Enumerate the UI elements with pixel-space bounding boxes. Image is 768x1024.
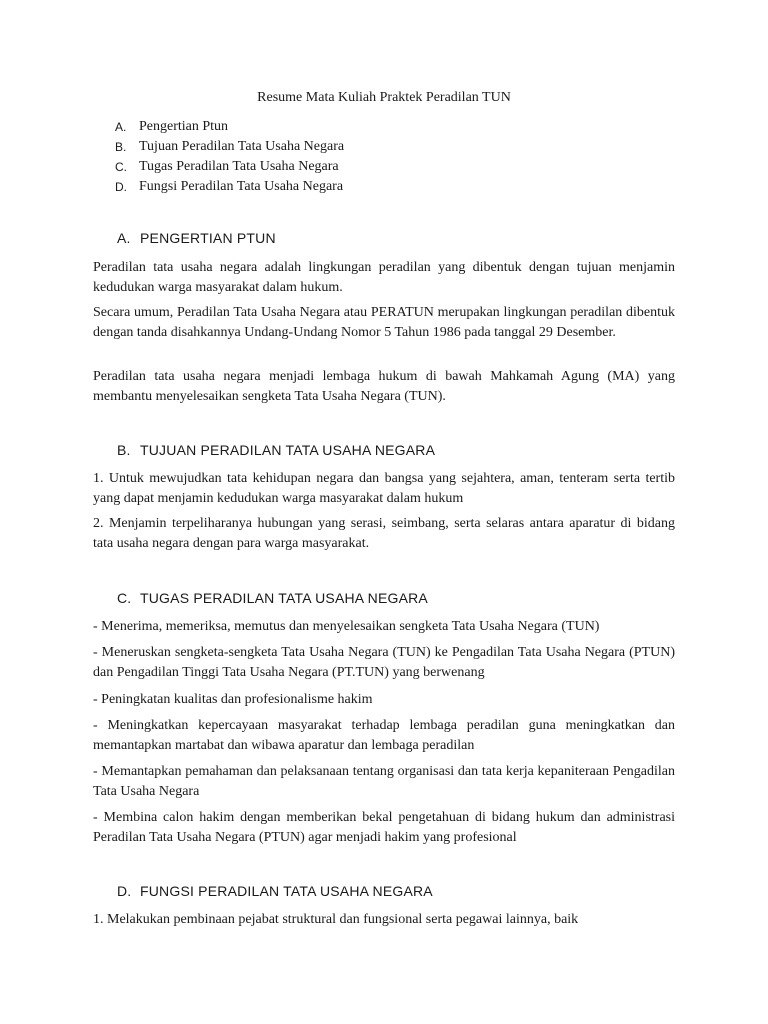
toc-item-d (115, 177, 344, 197)
paragraph: Peradilan tata usaha negara adalah lingkungan peradilan yang dibentuk dengan tujuan menjamin kedudukan warga masyarakat dalam hukum. (93, 260, 675, 295)
paragraph: - Meningkatkan kepercayaan masyarakat terhadap lembaga peradilan guna meningkatkan dan memantapkan martabat dan wibawa aparatur dan lembaga peradilan (93, 718, 675, 753)
section-letter: A. (117, 230, 131, 246)
toc-item-a (115, 117, 344, 137)
section-letter: C. (117, 590, 132, 606)
toc-text: Pengertian Ptun (139, 119, 229, 134)
paragraph: 1. Melakukan pembinaan pejabat struktural dan fungsional serta pegawai lainnya, baik (93, 912, 579, 927)
table-of-contents (115, 117, 344, 197)
section-heading-text: PENGERTIAN PTUN (140, 230, 276, 246)
document-title: Resume Mata Kuliah Praktek Peradilan TUN (257, 90, 511, 105)
document-page (93, 0, 675, 1024)
paragraph: Peradilan tata usaha negara menjadi lembaga hukum di bawah Mahkamah Agung (MA) yang membantu menyelesaikan sengketa Tata Usaha Negara (TUN). (93, 369, 675, 404)
toc-letter: C. (115, 160, 127, 174)
paragraph: - Membina calon hakim dengan memberikan bekal pengetahuan di bidang hukum dan administrasi Peradilan Tata Usaha Negara (PTUN) agar menjadi hakim yang profesional (93, 810, 675, 845)
section-heading-b (117, 441, 435, 459)
toc-text: Tujuan Peradilan Tata Usaha Negara (139, 139, 345, 154)
paragraph: Secara umum, Peradilan Tata Usaha Negara atau PERATUN merupakan lingkungan peradilan dibentuk dengan tanda disahkannya Undang-Undang Nomor 5 Tahun 1986 pada tanggal 29 Desember. (93, 305, 675, 340)
toc-item-b (115, 137, 344, 157)
paragraph: - Memantapkan pemahaman dan pelaksanaan tentang organisasi dan tata kerja kepaniteraan Pengadilan Tata Usaha Negara (93, 764, 675, 799)
section-heading-a (117, 229, 276, 247)
section-heading-text: TUGAS PERADILAN TATA USAHA NEGARA (140, 590, 428, 606)
toc-item-c (115, 157, 344, 177)
section-heading-d (117, 882, 433, 900)
paragraph: - Menerima, memeriksa, memutus dan menyelesaikan sengketa Tata Usaha Negara (TUN) (93, 619, 600, 634)
toc-text: Fungsi Peradilan Tata Usaha Negara (139, 179, 344, 194)
toc-letter: B. (115, 140, 127, 154)
section-heading-text: TUJUAN PERADILAN TATA USAHA NEGARA (140, 442, 436, 458)
section-letter: B. (117, 442, 131, 458)
paragraph: 2. Menjamin terpeliharanya hubungan yang serasi, seimbang, serta selaras antara aparatur di bidang tata usaha negara dengan para warga masyarakat. (93, 516, 675, 551)
section-letter: D. (117, 883, 132, 899)
toc-letter: D. (115, 180, 127, 194)
paragraph: 1. Untuk mewujudkan tata kehidupan negara dan bangsa yang sejahtera, aman, tenteram serta tertib yang dapat menjamin kedudukan warga masyarakat dalam hukum (93, 471, 675, 506)
section-heading-text: FUNGSI PERADILAN TATA USAHA NEGARA (140, 883, 433, 899)
paragraph: - Meneruskan sengketa-sengketa Tata Usaha Negara (TUN) ke Pengadilan Tata Usaha Negara (PTUN) dan Pengadilan Tinggi Tata Usaha Negara (PT.TUN) yang berwenang (93, 645, 675, 680)
toc-text: Tugas Peradilan Tata Usaha Negara (139, 159, 339, 174)
section-heading-c (117, 589, 428, 607)
toc-letter: A. (115, 120, 127, 134)
paragraph: - Peningkatan kualitas dan profesionalisme hakim (93, 692, 373, 707)
